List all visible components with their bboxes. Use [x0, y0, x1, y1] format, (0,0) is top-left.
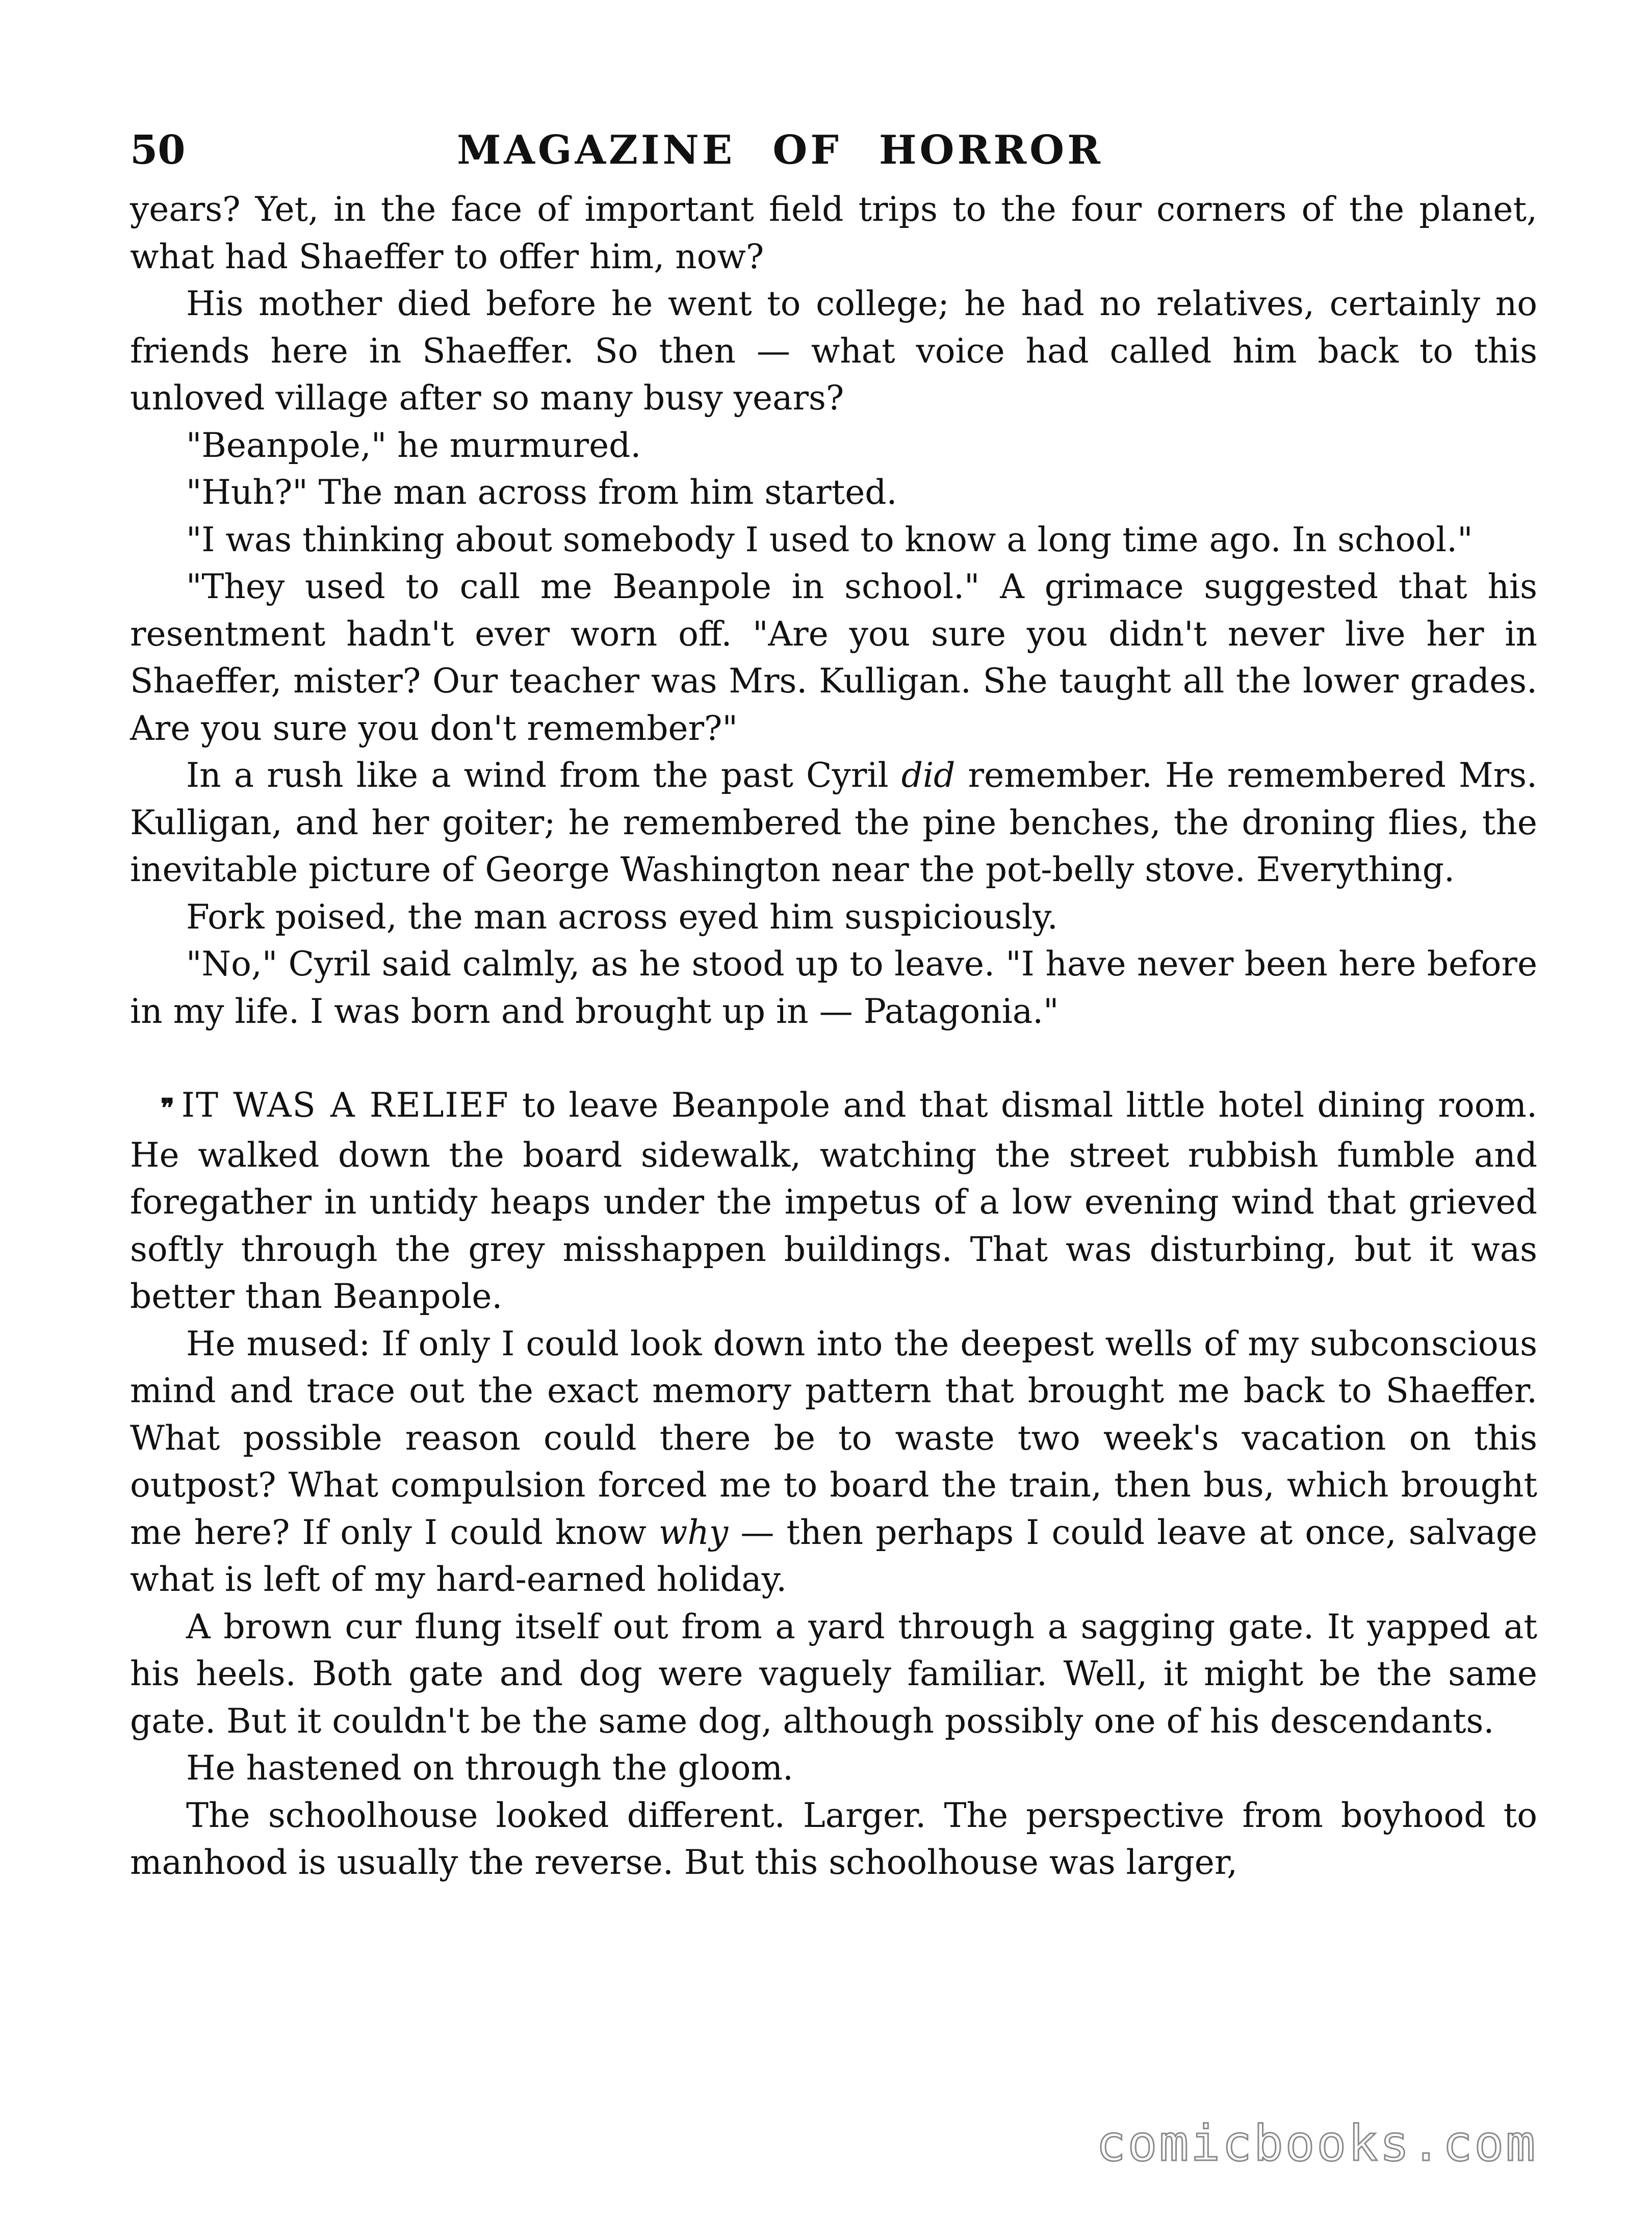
paragraph	[130, 1321, 1537, 1604]
text-run: In a rush like a wind from the past Cyril	[186, 756, 901, 795]
running-title: MAGAZINE OF HORROR	[457, 127, 1103, 173]
emphasis: why	[658, 1512, 729, 1552]
page-number: 50	[130, 127, 186, 173]
text-run: He mused: If only I could look down into the deepest wells of my subconscious mind and trace out the exact memory pattern that brought me back to Shaeffer. What possible reason could there be to waste two week's vacation on this outpost? What compulsion forced me to board the train, then bus, which brought me here? If only I could know	[130, 1324, 1537, 1552]
paragraph: A brown cur flung itself out from a yard through a sagging gate. It yapped at his heels. Both gate and dog were vaguely familiar. Well, it might be the same gate. But it couldn't be the same dog, although possibly one of his descendants.	[130, 1607, 1537, 1741]
paragraph: "Huh?" The man across from him started.	[186, 473, 897, 512]
paragraph: "They used to call me Beanpole in school." A grimace suggested that his resentment hadn't ever worn off. "Are you sure you didn't never live her in Shaeffer, mister? Our teacher was Mrs. Kulligan. She taught all the lower grades. Are you sure you don't remember?"	[130, 567, 1537, 748]
section-lead-in: IT WAS A RELIEF	[181, 1086, 509, 1125]
paragraph: years? Yet, in the face of important field trips to the four corners of the planet, what had Shaeffer to offer him, now?	[130, 190, 1537, 276]
paragraph: His mother died before he went to college; he had no relatives, certainly no friends here in Shaeffer. So then — what voice had called him back to this unloved village after so many busy years?	[130, 284, 1537, 418]
paragraph: Fork poised, the man across eyed him suspiciously.	[186, 897, 1058, 937]
paragraph: "No," Cyril said calmly, as he stood up to leave. "I have never been here before in my life. I was born and brought up in — Patagonia."	[130, 944, 1537, 1031]
page-header	[130, 120, 1537, 181]
text-run: to leave Beanpole and that dismal little hotel dining room. He walked down the board sidewalk, watching the street rubbish fumble and foregather in untidy heaps under the impetus of a low evening wind that grieved softly through the grey misshappen buildings. That was disturbing, but it was better than Beanpole.	[130, 1086, 1537, 1316]
paragraph	[130, 752, 1537, 894]
story-text	[130, 186, 1537, 1887]
text-run: — then perhaps I could leave at once, salvage what is left of my hard-earned holiday.	[130, 1512, 1538, 1599]
paragraph: "Beanpole," he murmured.	[186, 425, 641, 465]
paragraph: The schoolhouse looked different. Larger. The perspective from boyhood to manhood is usually the reverse. But this schoolhouse was larger,	[130, 1795, 1537, 1882]
section-opening-paragraph	[130, 1082, 1537, 1321]
paragraph: He hastened on through the gloom.	[186, 1748, 793, 1788]
watermark: comicbooks.com	[1096, 2115, 1537, 2172]
text-run: remember. He remembered Mrs. Kulligan, and her goiter; he remembered the pine benches, the droning flies, the inevitable picture of George Washington near the pot-belly stove. Everything.	[130, 756, 1537, 889]
paragraph: "I was thinking about somebody I used to know a long time ago. In school."	[186, 520, 1473, 559]
emphasis: did	[901, 756, 956, 795]
section-marker-icon: ❞	[161, 1093, 174, 1123]
